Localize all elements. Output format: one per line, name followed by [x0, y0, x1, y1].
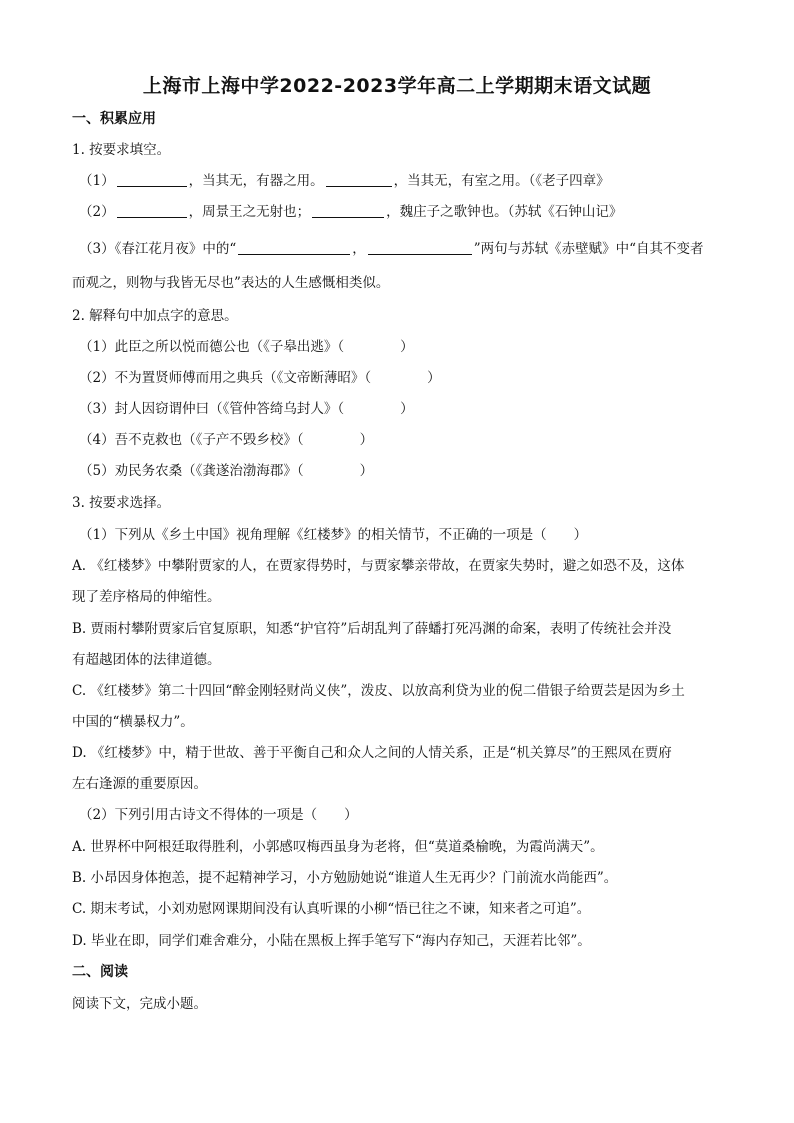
line-text: ，当其无，有器之用。	[188, 173, 324, 189]
page-title: 上海市上海中学2022-2023学年高二上学期期末语文试题	[142, 75, 652, 97]
item-close-paren: ）	[400, 339, 414, 355]
section-heading-accumulation: 一、积累应用	[72, 111, 156, 127]
question-2-stem: 2. 解释句中加点字的意思。	[72, 308, 238, 324]
item-close-paren: ）	[359, 463, 374, 479]
option-b-line-1: B. 贾雨村攀附贾家后官复原职，知悉“护官符”后胡乱判了薛蟠打死冯渊的命案，表明了传统社会并没	[72, 621, 672, 637]
option-a-line-2: 现了差序格局的伸缩性。	[72, 589, 221, 605]
question-2-item	[79, 369, 441, 387]
fill-blank[interactable]	[326, 172, 392, 187]
fill-blank[interactable]	[312, 203, 384, 218]
option-a-line-1: A. 《红楼梦》中攀附贾家的人，在贾家得势时，与贾家攀亲带故，在贾家失势时，避之如恐不及，这体	[72, 558, 685, 574]
question-1-line-4: 而观之，则物与我皆无尽也”表达的人生感慨相类似。	[72, 275, 390, 291]
item-close-paren: ）	[427, 370, 441, 386]
line-text: （3）《春江花月夜》中的“	[79, 241, 237, 257]
option-c-line-1: C. 《红楼梦》第二十四回“醉金刚轻财尚义侠”，泼皮、以放高利贷为业的倪二借银子给贾芸是因为乡土	[72, 683, 685, 699]
fill-blank[interactable]	[238, 240, 350, 255]
option-c-line-2: 中国的“横暴权力”。	[72, 714, 194, 730]
item-number: （1）	[79, 173, 115, 189]
question-2-item	[79, 462, 373, 480]
line-text: ，	[352, 241, 366, 257]
item-number: （2）	[79, 204, 115, 220]
option-b-line-2: 有超越团体的法律道德。	[72, 652, 221, 668]
fill-blank[interactable]	[117, 172, 187, 187]
question-2-item	[79, 431, 373, 449]
option-b: B. 小昂因身体抱恙，提不起精神学习，小方勉励她说“谁道人生无再少？门前流水尚能西”。	[72, 870, 618, 886]
question-3-sub-1: （1）下列从《乡土中国》视角理解《红楼梦》的相关情节，不正确的一项是（ ）	[79, 527, 588, 543]
item-text: （2）不为置贤师傅而用之典兵（《文帝断薄昭》（	[79, 370, 372, 386]
line-text: ”两句与苏轼《赤壁赋》中“自其不变者	[473, 241, 704, 257]
question-1-stem: 1. 按要求填空。	[72, 142, 171, 158]
fill-blank[interactable]	[117, 203, 187, 218]
question-3-stem: 3. 按要求选择。	[72, 495, 171, 511]
option-d: D. 毕业在即，同学们难舍难分，小陆在黑板上挥手笔写下“海内存知己，天涯若比邻”。	[72, 933, 591, 949]
question-1-line-2	[79, 203, 622, 221]
option-d-line-1: D. 《红楼梦》中，精于世故、善于平衡自己和众人之间的人情关系，正是“机关算尽”的王熙凤在贾府	[72, 745, 672, 761]
item-text: （4）吾不克救也（《子产不毁乡校》（	[79, 432, 304, 448]
section-heading-reading: 二、阅读	[72, 964, 128, 980]
option-c: C. 期末考试，小刘劝慰网课期间没有认真听课的小柳“悟已往之不谏，知来者之可追”。	[72, 901, 591, 917]
item-close-paren: ）	[400, 401, 414, 417]
item-text: （5）劝民务农桑（《龚遂治渤海郡》（	[79, 463, 304, 479]
item-text: （1）此臣之所以悦而德公也（《子皋出逃》（	[79, 339, 345, 355]
question-3-sub-2: （2）下列引用古诗文不得体的一项是（ ）	[79, 807, 358, 823]
question-1-line-1	[79, 172, 610, 190]
line-text: ，魏庄子之歌钟也。（苏轼《石钟山记》	[386, 204, 623, 220]
item-text: （3）封人因窃谓仲曰（《管仲答绮乌封人》（	[79, 401, 345, 417]
fill-blank[interactable]	[368, 240, 472, 255]
option-d-line-2: 左右逢源的重要原因。	[72, 776, 207, 792]
question-1-line-3	[79, 240, 704, 258]
item-close-paren: ）	[359, 432, 374, 448]
line-text: ，周景王之无射也；	[188, 204, 311, 220]
reading-intro: 阅读下文，完成小题。	[72, 996, 207, 1012]
question-2-item	[79, 338, 414, 356]
line-text: ，当其无，有室之用。（《老子四章》	[393, 173, 610, 189]
question-2-item	[79, 400, 414, 418]
option-a: A. 世界杯中阿根廷取得胜利，小郭感叹梅西虽身为老将，但“莫道桑榆晚，为霞尚满天”。	[72, 839, 604, 855]
